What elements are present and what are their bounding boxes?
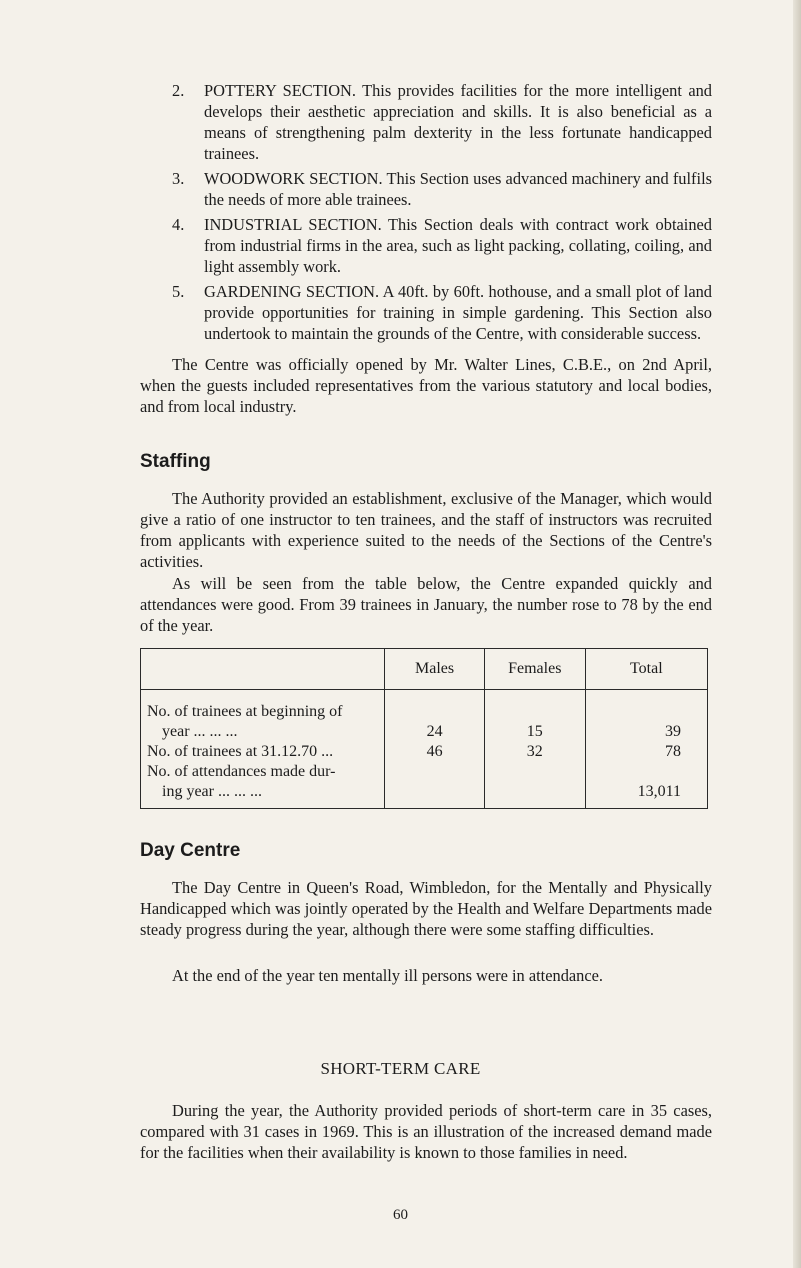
list-item-text: INDUSTRIAL SECTION. This Section deals with contract work obtained from industrial firms in the area, such as light packing, collating, coiling, and light assembly work. [204,215,712,276]
staffing-paragraph-2: As will be seen from the table below, the Centre expanded quickly and attendances were good. From 39 trainees in January, the number rose to 78 by the end of the year. [140,574,712,635]
short-term-care-heading: SHORT-TERM CARE [320,1059,481,1078]
list-item-number: 5. [172,282,185,301]
staffing-paragraph-1: The Authority provided an establishment, exclusive of the Manager, which would give a ratio of one instructor to ten trainees, and the staff of instructors was recruited from applicants with experience suited to the needs of the Sections of the Centre's activities. [140,489,712,571]
table-header-row [141,649,708,690]
list-item [172,214,712,277]
staffing-heading: Staffing [140,451,211,472]
trainees-table [140,648,708,809]
table-header-total: Total [585,649,707,690]
day-centre-paragraph-2: At the end of the year ten mentally ill persons were in attendance. [172,966,604,985]
list-item-number: 2. [172,81,185,100]
page-number: 60 [393,1207,408,1223]
table-cell-total: 78 [585,742,707,762]
table-cell-total: 39 [585,690,707,743]
table-row [141,690,708,743]
list-item-text: GARDENING SECTION. A 40ft. by 60ft. hothouse, and a small plot of land provide opportunities for training in simple gardening. This Section also undertook to maintain the grounds of the Centre, with considerable success. [204,282,712,343]
table-cell-females: 15 [484,690,585,743]
opening-paragraph: The Centre was officially opened by Mr. Walter Lines, C.B.E., on 2nd April, when the guests included representatives from the various statutory and local bodies, and from local industry. [140,355,712,416]
list-item [172,168,712,210]
table-header-males: Males [385,649,485,690]
table-row [141,742,708,762]
table-row-label: No. of trainees at beginning of year ... ... ... [141,690,385,743]
list-item [172,281,712,344]
list-item-number: 4. [172,215,185,234]
table-row [141,762,708,809]
day-centre-paragraph-1: The Day Centre in Queen's Road, Wimbledon, for the Mentally and Physically Handicapped which was jointly operated by the Health and Welfare Departments made steady progress during the year, although there were some staffing difficulties. [140,878,712,939]
table-cell-males [385,762,485,809]
list-item [172,80,712,164]
table-cell-total: 13,011 [585,762,707,809]
table-header-blank [141,649,385,690]
short-term-care-paragraph: During the year, the Authority provided periods of short-term care in 35 cases, compared with 31 cases in 1969. This is an illustration of the increased demand made for the facilities when their availability is known to those families in need. [140,1101,712,1162]
table-row-label: No. of trainees at 31.12.70 ... [141,742,385,762]
table-cell-males: 24 [385,690,485,743]
table-cell-females [484,762,585,809]
list-item-text: POTTERY SECTION. This provides facilities for the more intelligent and develops their aesthetic appreciation and skills. It is also beneficial as a means of strengthening palm dexterity in the less fortunate handicapped trainees. [204,81,712,163]
table-row-label: No. of attendances made dur- ing year ... ... ... [141,762,385,809]
sections-list [172,80,712,348]
table-cell-females: 32 [484,742,585,762]
table-cell-males: 46 [385,742,485,762]
list-item-text: WOODWORK SECTION. This Section uses advanced machinery and fulfils the needs of more able trainees. [204,169,712,209]
day-centre-heading: Day Centre [140,840,241,861]
list-item-number: 3. [172,169,185,188]
table-header-females: Females [484,649,585,690]
